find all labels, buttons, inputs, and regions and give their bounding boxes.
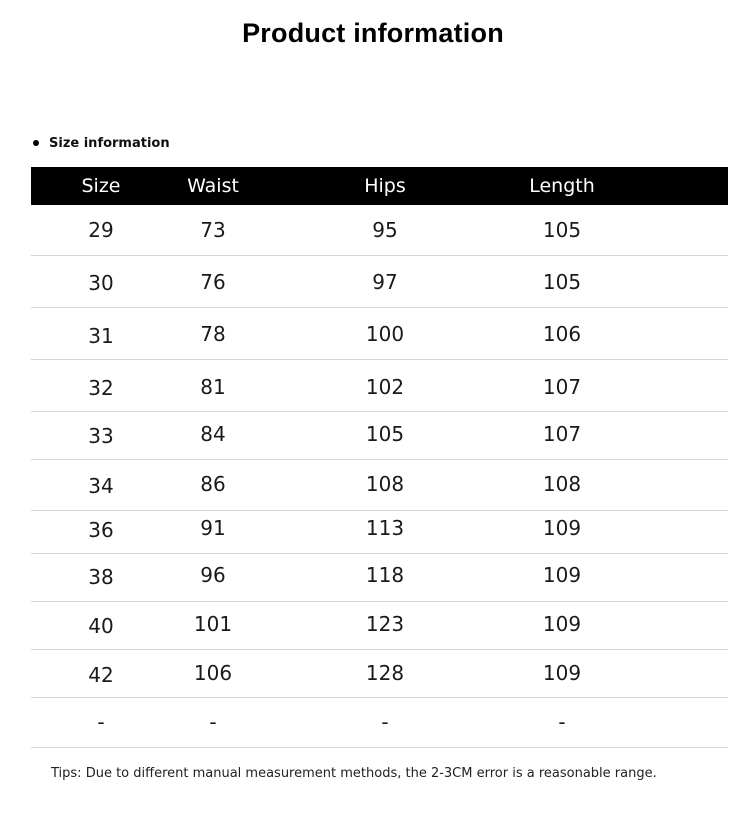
cell-waist: - — [209, 710, 217, 734]
cell-length: 105 — [542, 218, 582, 242]
cell-size: - — [97, 710, 105, 734]
cell-waist: 81 — [200, 375, 226, 399]
column-header-length: Length — [529, 175, 595, 197]
cell-size: 38 — [88, 565, 114, 589]
cell-hips: 118 — [365, 563, 405, 587]
cell-length: 109 — [542, 516, 582, 540]
cell-waist: 96 — [200, 563, 226, 587]
cell-hips: 123 — [365, 612, 405, 636]
cell-length: 109 — [542, 563, 582, 587]
cell-length: 105 — [542, 270, 582, 294]
table-row — [31, 460, 728, 511]
cell-waist: 78 — [200, 322, 226, 346]
measurement-tips: Tips: Due to different manual measurement methods, the 2-3CM error is a reasonable range. — [51, 766, 657, 781]
size-table — [31, 167, 728, 748]
column-header-waist: Waist — [187, 175, 239, 197]
cell-length: 109 — [542, 661, 582, 685]
cell-size: 30 — [88, 271, 114, 295]
page-title: Product information — [242, 18, 504, 48]
cell-hips: 105 — [365, 422, 405, 446]
cell-hips: 102 — [365, 375, 405, 399]
table-row — [31, 205, 728, 256]
cell-size: 42 — [88, 663, 114, 687]
cell-hips: 97 — [372, 270, 398, 294]
cell-hips: 113 — [365, 516, 405, 540]
cell-size: 33 — [88, 424, 114, 448]
cell-length: 109 — [542, 612, 582, 636]
table-row — [31, 554, 728, 602]
column-header-hips: Hips — [364, 175, 406, 197]
cell-hips: 95 — [372, 218, 398, 242]
section-label-text: Size information — [49, 135, 170, 151]
cell-hips: - — [381, 710, 389, 734]
cell-waist: 106 — [193, 661, 233, 685]
cell-waist: 101 — [193, 612, 233, 636]
cell-size: 31 — [88, 324, 114, 348]
cell-waist: 73 — [200, 218, 226, 242]
cell-length: 108 — [542, 472, 582, 496]
table-row — [31, 698, 728, 748]
cell-waist: 84 — [200, 422, 226, 446]
table-header — [31, 167, 728, 205]
cell-waist: 86 — [200, 472, 226, 496]
cell-size: 36 — [88, 518, 114, 542]
cell-size: 29 — [88, 218, 114, 242]
table-row — [31, 602, 728, 650]
cell-waist: 91 — [200, 516, 226, 540]
cell-hips: 128 — [365, 661, 405, 685]
cell-size: 34 — [88, 474, 114, 498]
table-row — [31, 256, 728, 308]
table-row — [31, 412, 728, 460]
cell-size: 40 — [88, 614, 114, 638]
table-row — [31, 308, 728, 360]
table-row — [31, 650, 728, 698]
cell-length: 107 — [542, 422, 582, 446]
cell-length: - — [558, 710, 566, 734]
column-header-size: Size — [81, 175, 121, 197]
section-label — [33, 133, 170, 153]
cell-length: 106 — [542, 322, 582, 346]
cell-length: 107 — [542, 375, 582, 399]
cell-hips: 108 — [365, 472, 405, 496]
cell-waist: 76 — [200, 270, 226, 294]
bullet-icon — [33, 140, 39, 146]
table-row — [31, 511, 728, 554]
table-row — [31, 360, 728, 412]
cell-size: 32 — [88, 376, 114, 400]
cell-hips: 100 — [365, 322, 405, 346]
